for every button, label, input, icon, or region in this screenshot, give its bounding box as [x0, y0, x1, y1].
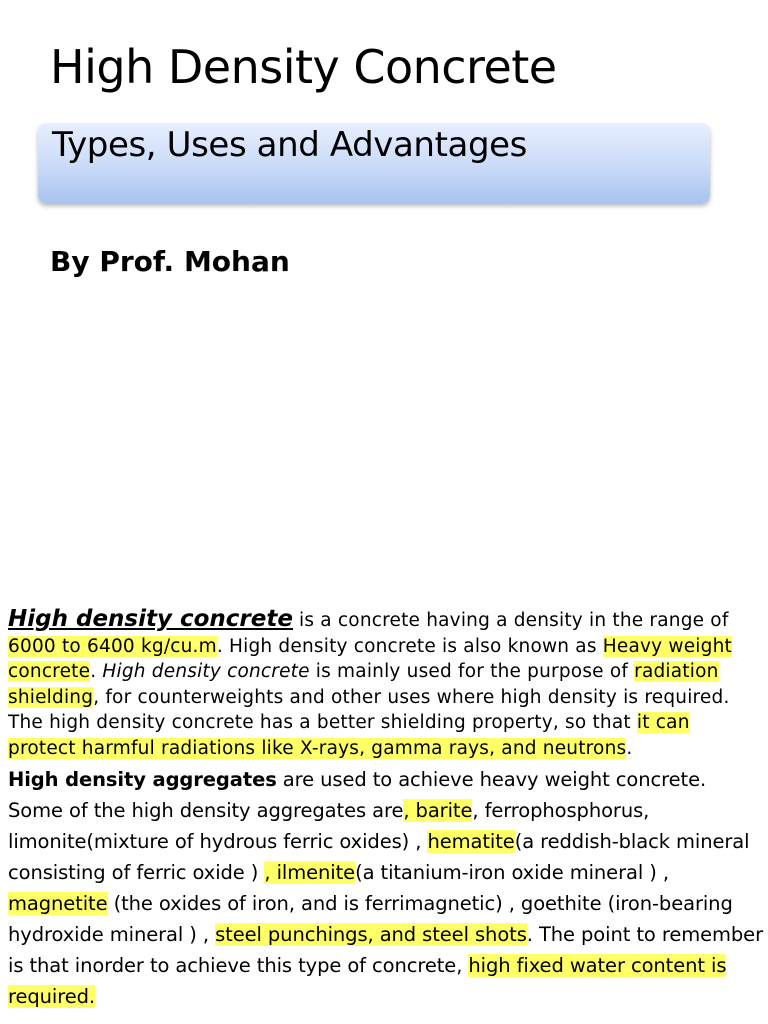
text-run: . — [626, 737, 633, 759]
slide-subtitle: Types, Uses and Advantages — [52, 125, 527, 165]
text-run: . High density concrete is also known as — [216, 635, 603, 657]
highlighted-text: it can protect harmful radiations like X-rays, gamma rays, and neutrons — [8, 712, 690, 759]
slide-author: By Prof. Mohan — [50, 245, 290, 278]
text-run: , for counterweights and other uses where high density is required. The high density concrete has a better shielding property, so that — [8, 686, 730, 734]
definition-paragraph — [8, 607, 763, 762]
highlighted-text: steel punchings, and steel shots — [215, 922, 527, 946]
text-run: High density aggregates — [8, 767, 277, 791]
highlighted-text: magnetite — [8, 891, 108, 915]
text-run: , ferrophosphorus, limonite(mixture of hydrous ferric oxides) , — [8, 798, 650, 853]
text-run: (a titanium-iron oxide mineral ) , — [355, 860, 669, 884]
highlighted-text: high fixed water content is required. — [8, 953, 727, 1008]
highlighted-text: Heavy weight concrete — [8, 635, 732, 683]
aggregates-paragraph — [8, 764, 763, 1012]
document-body — [8, 607, 763, 1012]
slide-title: High Density Concrete — [50, 40, 557, 94]
text-run: (a reddish-black mineral consisting of ferric oxide ) — [8, 829, 750, 884]
text-run: (the oxides of iron, and is ferrimagnetic) , goethite (iron-bearing hydroxide mineral ) , — [8, 891, 733, 946]
highlighted-text: , ilmenite — [264, 860, 356, 884]
highlighted-text: radiation shielding — [8, 661, 719, 708]
text-run: are used to achieve heavy weight concrete. Some of the high density aggregates are — [8, 767, 707, 822]
text-run: . — [90, 661, 103, 683]
highlighted-text: hematite — [427, 829, 515, 853]
text-run: is a concrete having a density in the range of — [292, 610, 729, 631]
text-run: is mainly used for the purpose of — [309, 661, 635, 683]
highlighted-text: , barite — [403, 798, 473, 822]
subtitle-banner — [38, 123, 710, 203]
text-run: High density concrete — [102, 661, 310, 683]
text-run: . The point to remember is that inorder to achieve this type of concrete, — [8, 922, 763, 977]
highlighted-text: 6000 to 6400 kg/cu.m — [8, 635, 217, 657]
lead-term: High density concrete — [8, 606, 293, 632]
